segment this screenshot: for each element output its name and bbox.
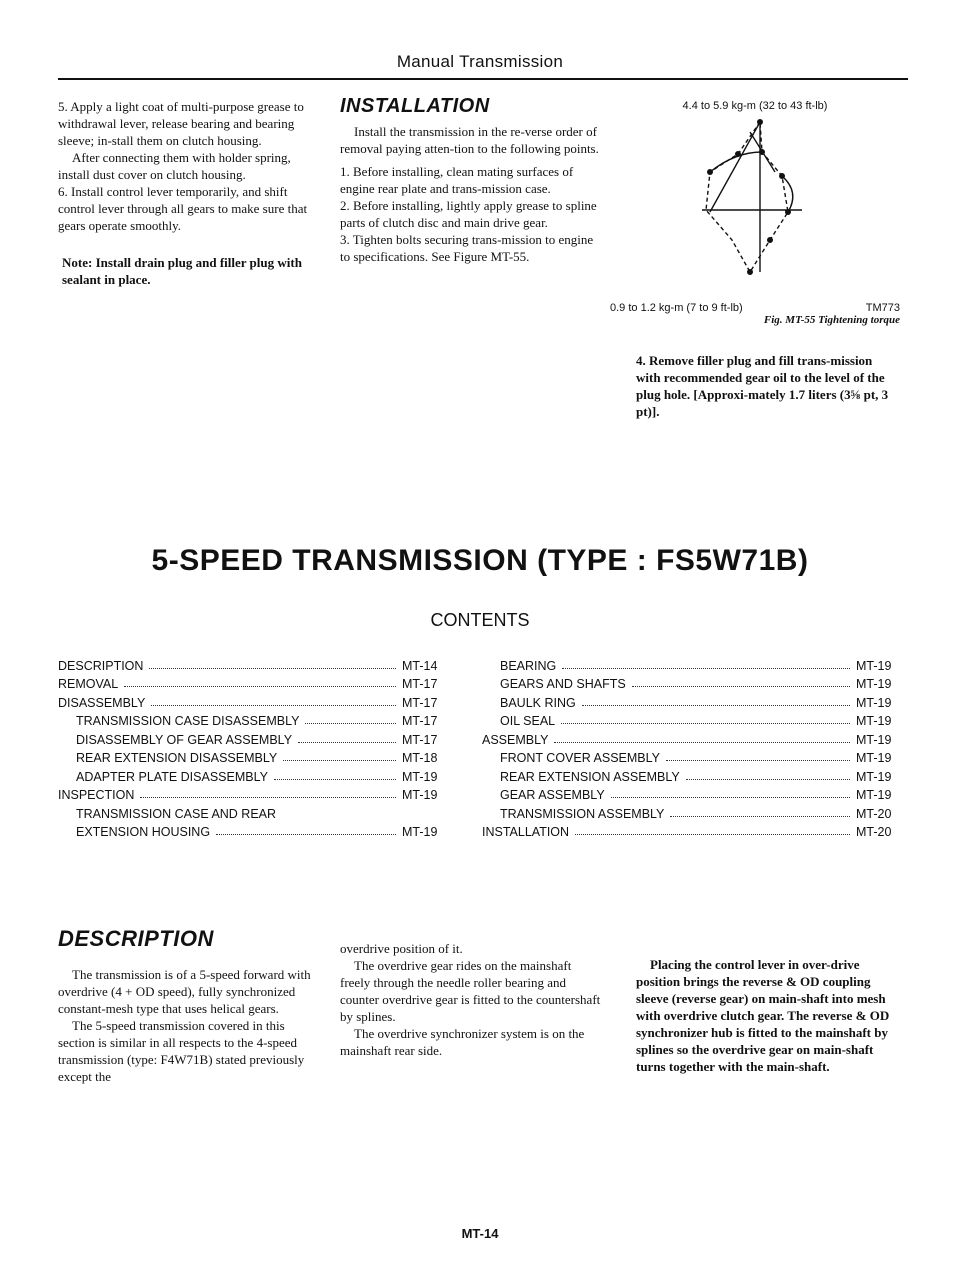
toc-leader-dots bbox=[274, 779, 396, 780]
toc-entry-page: MT-17 bbox=[402, 677, 438, 691]
toc-entry-label: EXTENSION HOUSING bbox=[76, 825, 211, 839]
description-p6: Placing the control lever in over-drive position brings the reverse & OD coupling sleeve (reverse gear) on main-shaft into mesh with overdrive clutch gear. The reverse & OD synchronizer hub is fitted to the mainshaft by splines so the overdrive gear on main-shaft turns together with the main-shaft. bbox=[636, 957, 890, 1074]
step-5-continued: After connecting them with holder spring, install dust cover on clutch housing. bbox=[58, 150, 291, 182]
toc-entry bbox=[482, 710, 902, 729]
description-p4: The overdrive gear rides on the mainshaft freely through the needle roller bearing and counter overdrive gear is fitted to the countershaft by splines. bbox=[340, 958, 601, 1024]
toc-entry-page: MT-19 bbox=[856, 677, 892, 691]
header-rule bbox=[58, 78, 908, 80]
toc-entry-label: INSPECTION bbox=[58, 788, 135, 802]
toc-leader-dots bbox=[575, 834, 850, 835]
toc-leader-dots bbox=[140, 797, 396, 798]
toc-entry bbox=[58, 654, 448, 673]
toc-leader-dots bbox=[554, 742, 850, 743]
toc-leader-dots bbox=[666, 760, 850, 761]
toc-leader-dots bbox=[283, 760, 396, 761]
toc-entry-label: REMOVAL bbox=[58, 677, 119, 691]
toc-entry-page: MT-20 bbox=[856, 806, 892, 821]
toc-leader-dots bbox=[582, 705, 850, 706]
toc-leader-dots bbox=[561, 723, 850, 724]
toc-entry-page: MT-19 bbox=[856, 788, 892, 802]
description-title: DESCRIPTION bbox=[58, 926, 214, 951]
toc-entry bbox=[58, 802, 448, 821]
figure-tightening-torque bbox=[610, 100, 900, 326]
toc-entry-page: MT-18 bbox=[402, 751, 438, 765]
toc-leader-dots bbox=[151, 705, 396, 706]
toc-entry bbox=[482, 784, 902, 803]
toc-entry-page: MT-19 bbox=[856, 658, 892, 673]
page-number: MT-14 bbox=[461, 1226, 499, 1241]
toc-entry bbox=[58, 747, 448, 766]
step-5: 5. Apply a light coat of multi-purpose grease to withdrawal lever, release bearing and bearing sleeve; in-stall them on clutch housing. bbox=[58, 99, 304, 148]
toc-entry-label: GEAR ASSEMBLY bbox=[500, 788, 605, 802]
step-6: 6. Install control lever temporarily, and shift control lever through all gears to make sure that gears operate smoothly. bbox=[58, 184, 308, 233]
toc-entry-page: MT-19 bbox=[402, 769, 438, 784]
toc-entry bbox=[482, 765, 902, 784]
toc-leader-dots bbox=[298, 742, 396, 743]
toc-entry bbox=[58, 673, 448, 692]
figure-code: TM773 bbox=[865, 302, 900, 314]
description-column-3 bbox=[636, 956, 900, 1075]
toc-entry-page: MT-19 bbox=[402, 788, 438, 802]
toc-entry-label: OIL SEAL bbox=[500, 714, 556, 728]
figure-top-label: 4.4 to 5.9 kg-m (32 to 43 ft-lb) bbox=[682, 100, 828, 112]
description-p1: The transmission is of a 5-speed forward with overdrive (4 + OD speed), fully synchronized constant-mesh type that uses helical gears. bbox=[58, 967, 311, 1016]
toc-entry-label: ADAPTER PLATE DISASSEMBLY bbox=[76, 769, 268, 784]
section-title: 5-SPEED TRANSMISSION (TYPE : FS5W71B) bbox=[151, 544, 809, 577]
toc-entry bbox=[58, 821, 448, 840]
toc-entry-label: REAR EXTENSION DISASSEMBLY bbox=[76, 751, 278, 765]
toc-leader-dots bbox=[216, 834, 396, 835]
page-header: Manual Transmission bbox=[396, 52, 564, 71]
toc-leader-dots bbox=[305, 723, 396, 724]
contents-title: CONTENTS bbox=[430, 610, 530, 630]
toc-entry bbox=[58, 710, 448, 729]
toc-entry-label: FRONT COVER ASSEMBLY bbox=[500, 751, 660, 765]
toc-entry-label: GEARS AND SHAFTS bbox=[500, 677, 626, 691]
toc-entry-page: MT-17 bbox=[402, 732, 438, 747]
toc-entry-label: INSTALLATION bbox=[482, 825, 570, 839]
toc-leader-dots bbox=[149, 668, 396, 669]
toc-entry-page: MT-17 bbox=[402, 695, 438, 710]
description-column-1 bbox=[58, 966, 318, 1085]
figure-caption: Fig. MT-55 Tightening torque bbox=[763, 314, 900, 326]
toc-entry bbox=[482, 691, 902, 710]
toc-entry bbox=[58, 728, 448, 747]
toc-entry-page: MT-19 bbox=[402, 825, 438, 839]
toc-leader-dots bbox=[562, 668, 850, 669]
toc-entry-label: DESCRIPTION bbox=[58, 658, 144, 673]
toc-leader-dots bbox=[124, 686, 396, 687]
toc-entry-page: MT-19 bbox=[856, 732, 892, 747]
toc-entry-label: DISASSEMBLY OF GEAR ASSEMBLY bbox=[76, 732, 293, 747]
installation-intro: Install the transmission in the re-verse order of removal paying atten-tion to the following points. bbox=[340, 124, 599, 156]
toc-entry-page: MT-19 bbox=[856, 751, 892, 765]
installation-step-3: 3. Tighten bolts securing trans-mission to engine to specifications. See Figure MT-55. bbox=[340, 232, 594, 264]
note: Note: Install drain plug and filler plug with sealant in place. bbox=[62, 255, 302, 287]
toc-entry-label: BEARING bbox=[500, 658, 557, 673]
toc-entry-label: BAULK RING bbox=[500, 695, 576, 710]
toc-entry-page: MT-14 bbox=[402, 658, 438, 673]
installation-step-4: 4. Remove filler plug and fill trans-mission with recommended gear oil to the level of the plug hole. [Approxi-mately 1.7 liters (3⅝ pt, 3 pt)]. bbox=[636, 353, 889, 419]
toc-leader-dots bbox=[611, 797, 850, 798]
toc-entry bbox=[58, 765, 448, 784]
toc-entry bbox=[482, 673, 902, 692]
toc-entry bbox=[482, 728, 902, 747]
figure-bottom-label: 0.9 to 1.2 kg-m (7 to 9 ft-lb) bbox=[610, 302, 743, 314]
toc-leader-dots bbox=[686, 779, 850, 780]
installation-section bbox=[340, 95, 600, 265]
toc-entry bbox=[58, 784, 448, 803]
toc-entry bbox=[58, 691, 448, 710]
toc-entry-page: MT-20 bbox=[856, 825, 892, 839]
toc-entry-label: TRANSMISSION CASE DISASSEMBLY bbox=[76, 714, 300, 728]
installation-step-2: 2. Before installing, lightly apply grease to spline parts of clutch disc and main drive gear. bbox=[340, 198, 597, 230]
toc-leader-dots bbox=[632, 686, 850, 687]
toc-entry bbox=[482, 802, 902, 821]
installation-title: INSTALLATION bbox=[340, 95, 490, 117]
toc-entry bbox=[482, 747, 902, 766]
toc-left-column bbox=[58, 654, 448, 839]
description-p3: overdrive position of it. bbox=[340, 941, 463, 956]
installation-step-1: 1. Before installing, clean mating surfaces of engine rear plate and trans-mission case. bbox=[340, 164, 574, 196]
left-column bbox=[58, 98, 316, 288]
description-p2: The 5-speed transmission covered in this section is similar in all respects to the 4-speed transmission (type: F4W71B) stated previously except the bbox=[58, 1018, 305, 1084]
toc-right-column bbox=[482, 654, 902, 839]
toc-entry-page: MT-17 bbox=[402, 714, 438, 728]
toc-entry-label: REAR EXTENSION ASSEMBLY bbox=[500, 769, 680, 784]
toc-entry-page: MT-19 bbox=[856, 769, 892, 784]
toc-leader-dots bbox=[670, 816, 850, 817]
description-p5: The overdrive synchronizer system is on the mainshaft rear side. bbox=[340, 1026, 585, 1058]
toc-entry-label: ASSEMBLY bbox=[482, 732, 549, 747]
toc-entry-label: TRANSMISSION CASE AND REAR bbox=[76, 806, 277, 821]
toc-entry-label: TRANSMISSION ASSEMBLY bbox=[500, 806, 665, 821]
toc-entry-label: DISASSEMBLY bbox=[58, 695, 146, 710]
description-column-2 bbox=[340, 940, 602, 1059]
toc-entry bbox=[482, 654, 902, 673]
toc-entry-page: MT-19 bbox=[856, 695, 892, 710]
bolt-pattern-diagram bbox=[610, 112, 900, 297]
toc-entry bbox=[482, 821, 902, 840]
toc-entry-page: MT-19 bbox=[856, 714, 892, 728]
